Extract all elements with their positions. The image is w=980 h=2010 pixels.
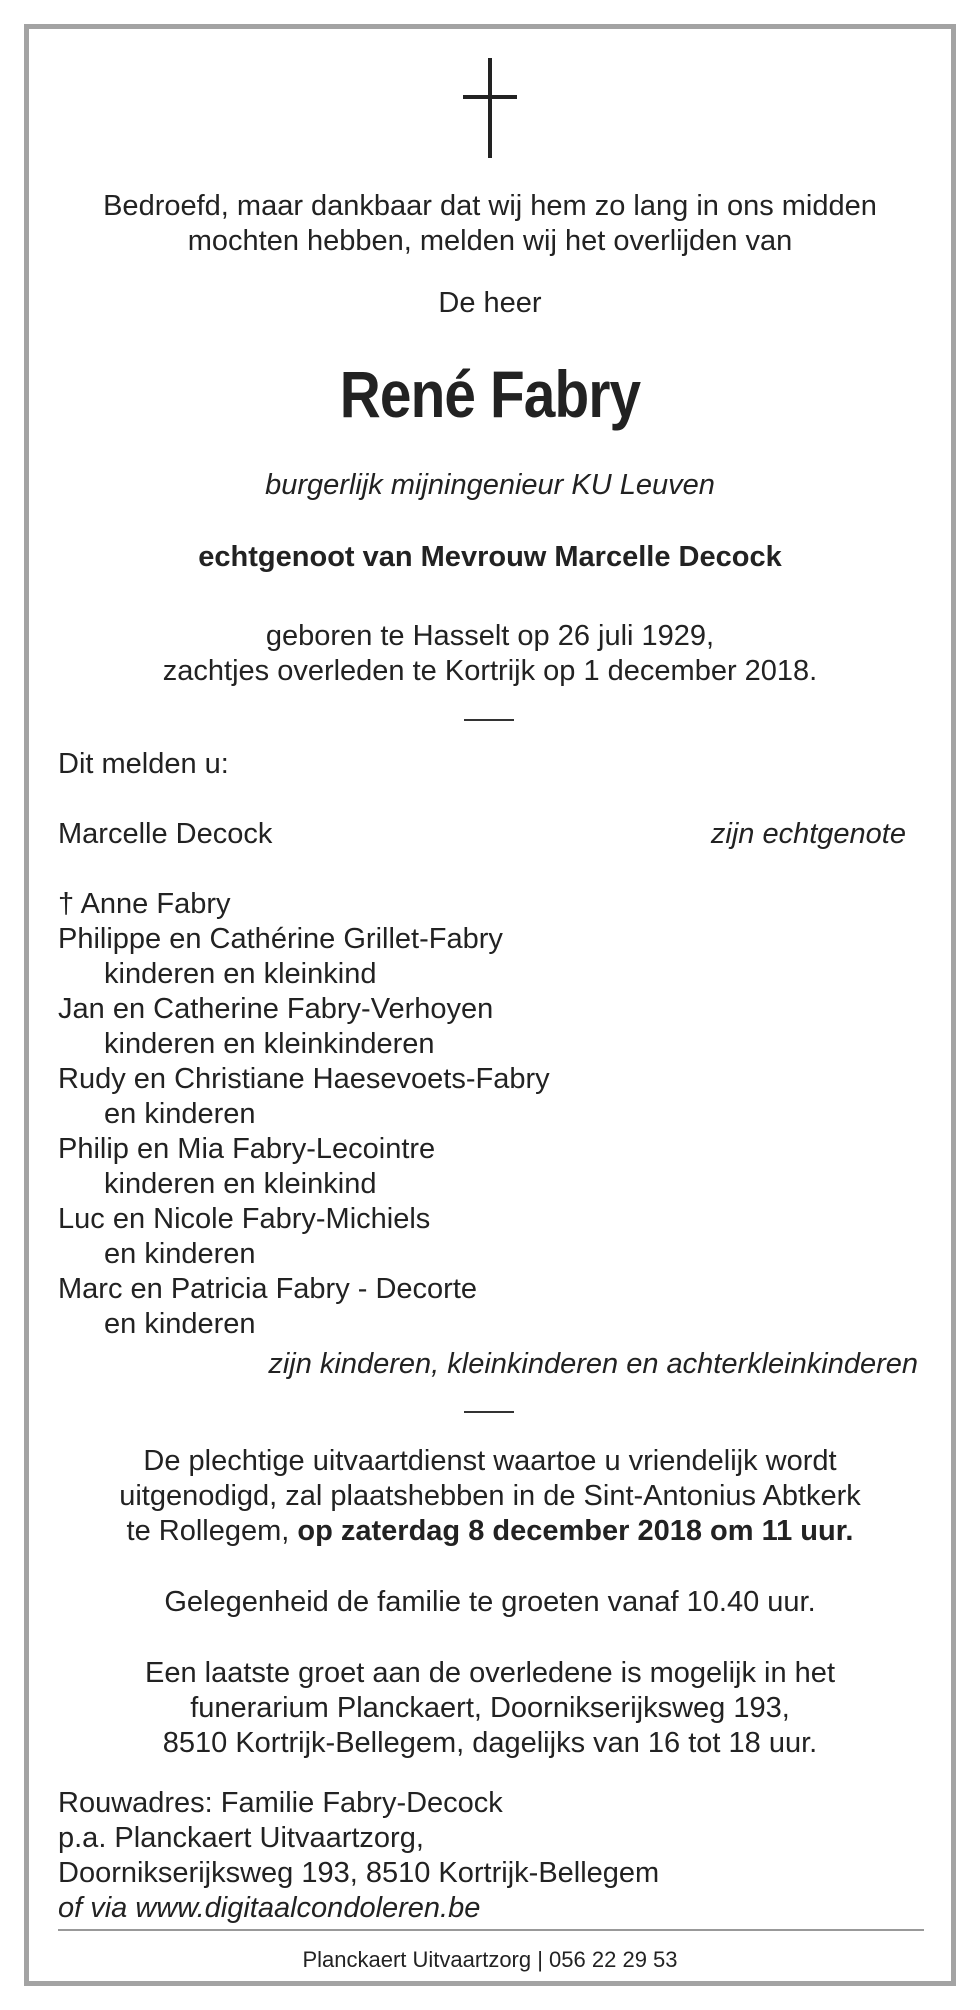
family-line: Philip en Mia Fabry-Lecointre — [58, 1133, 436, 1165]
address-line-1: Rouwadres: Familie Fabry-Decock — [58, 1787, 503, 1819]
family-line: en kinderen — [104, 1308, 256, 1340]
family-role: zijn kinderen, kleinkinderen en achterkleinkinderen — [268, 1348, 918, 1380]
intro-line-2: mochten hebben, melden wij het overlijden van — [187, 225, 793, 257]
family-line: Jan en Catherine Fabry-Verhoyen — [58, 993, 494, 1025]
service-line-3 — [0, 1514, 980, 1549]
deceased-name: René Fabry — [339, 357, 641, 431]
announce-heading: Dit melden u: — [58, 748, 229, 780]
family-line: Luc en Nicole Fabry-Michiels — [58, 1203, 431, 1235]
deceased-title: burgerlijk mijningenieur KU Leuven — [265, 469, 715, 501]
service-date: op zaterdag 8 december 2018 om 11 uur. — [297, 1515, 854, 1547]
divider — [464, 719, 514, 721]
cross-icon — [488, 58, 492, 158]
birth-line: geboren te Hasselt op 26 juli 1929, — [265, 620, 715, 652]
family-line: en kinderen — [104, 1098, 256, 1130]
service-line-1: De plechtige uitvaartdienst waartoe u vriendelijk wordt — [143, 1445, 837, 1477]
divider — [464, 1411, 514, 1413]
family-line: Rudy en Christiane Haesevoets-Fabry — [58, 1063, 550, 1095]
address-line-3: Doornikserijksweg 193, 8510 Kortrijk-Bellegem — [58, 1857, 660, 1889]
footer-divider — [58, 1929, 924, 1931]
service-line-2: uitgenodigd, zal plaatshebben in de Sint-Antonius Abtkerk — [119, 1480, 861, 1512]
family-line: Marc en Patricia Fabry - Decorte — [58, 1273, 478, 1305]
family-line: en kinderen — [104, 1238, 256, 1270]
farewell-line-1: Een laatste groet aan de overledene is mogelijk in het — [145, 1657, 835, 1689]
address-line-2: p.a. Planckaert Uitvaartzorg, — [58, 1822, 424, 1854]
family-line: Philippe en Cathérine Grillet-Fabry — [58, 923, 503, 955]
spouse-role: zijn echtgenote — [710, 818, 906, 850]
farewell-line-2: funerarium Planckaert, Doornikserijksweg 193, — [190, 1692, 790, 1724]
family-line: kinderen en kleinkind — [104, 1168, 377, 1200]
online-condolence-link[interactable]: of via www.digitaalcondoleren.be — [58, 1892, 481, 1924]
cross-icon-bar — [463, 95, 517, 99]
greeting-line: Gelegenheid de familie te groeten vanaf 10.40 uur. — [164, 1586, 816, 1618]
intro-line-1: Bedroefd, maar dankbaar dat wij hem zo lang in ons midden — [103, 190, 877, 222]
service-place: te Rollegem, — [126, 1515, 298, 1547]
death-line: zachtjes overleden te Kortrijk op 1 december 2018. — [162, 655, 818, 687]
family-line: kinderen en kleinkinderen — [104, 1028, 435, 1060]
spouse-name: Marcelle Decock — [58, 818, 273, 850]
farewell-line-3: 8510 Kortrijk-Bellegem, dagelijks van 16 tot 18 uur. — [162, 1727, 818, 1759]
footer-text: Planckaert Uitvaartzorg | 056 22 29 53 — [302, 1947, 678, 1972]
family-line: † Anne Fabry — [58, 888, 231, 920]
spouse-line: echtgenoot van Mevrouw Marcelle Decock — [198, 541, 782, 573]
salutation: De heer — [438, 287, 542, 319]
family-line: kinderen en kleinkind — [104, 958, 377, 990]
